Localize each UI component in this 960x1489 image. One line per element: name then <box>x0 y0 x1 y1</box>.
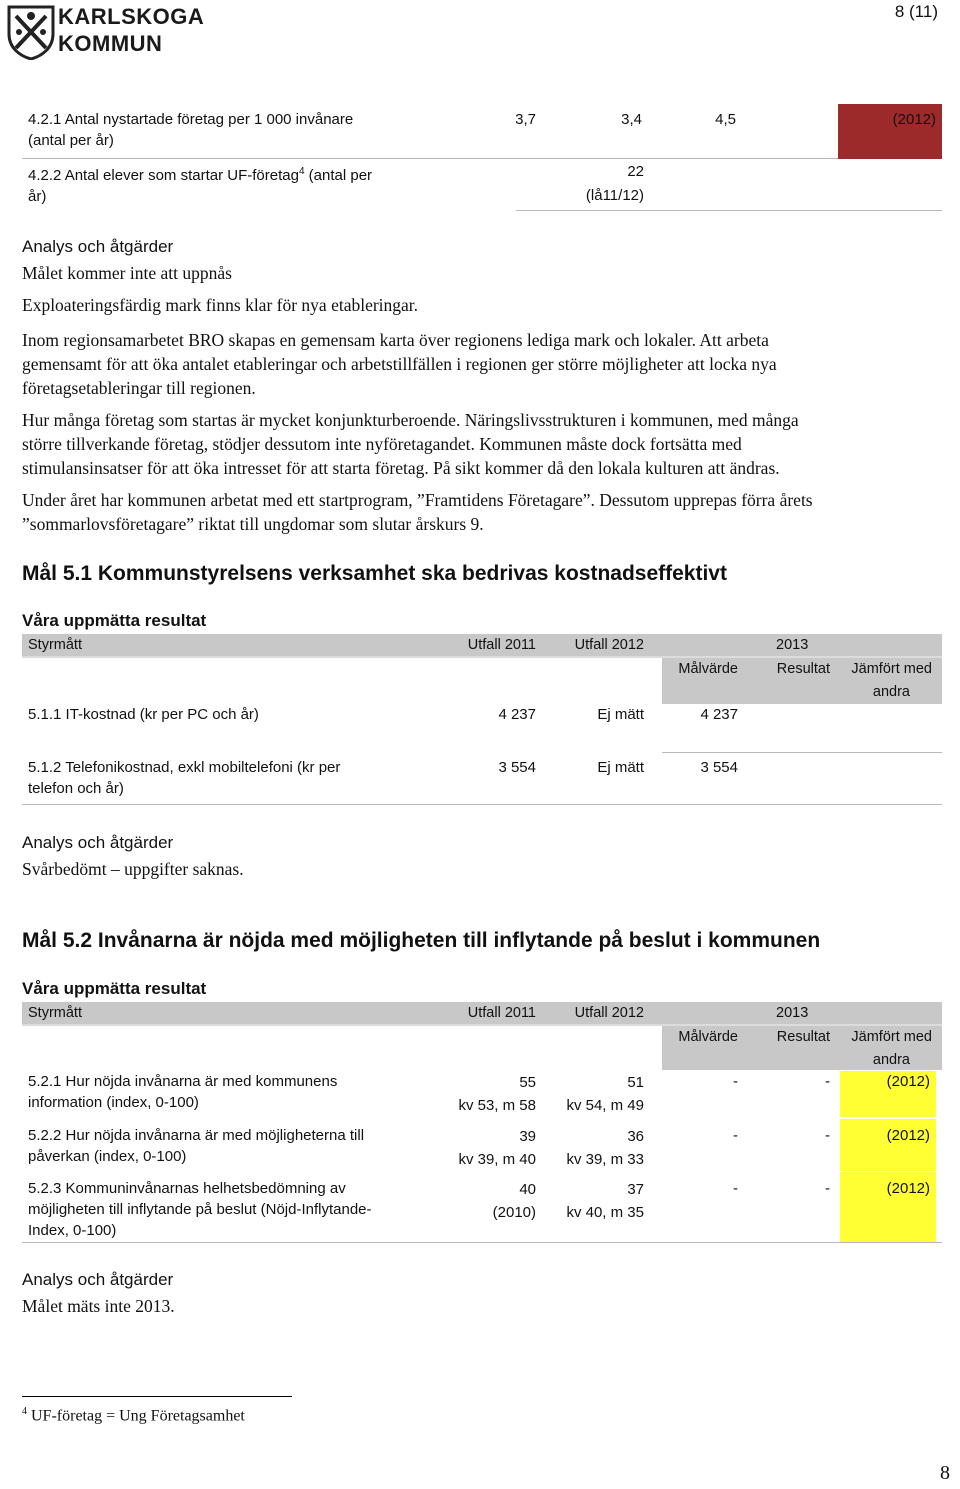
indicator-4-2-1-label <box>28 109 353 151</box>
col-jamfort: Jämfört med <box>851 1029 932 1045</box>
text-line: stimulansinsatser för att öka intresset för att starta företag. På sikt kommer då den lokala kulturen att ändras. <box>22 458 780 478</box>
paragraph <box>22 328 952 400</box>
label-line: 4.2.1 Antal nystartade företag per 1 000 invånare <box>28 111 354 128</box>
logo-line-1: KARLSKOGA <box>58 4 205 29</box>
value-cell: 3,7 <box>515 111 536 128</box>
cell-value: 40 <box>519 1181 536 1198</box>
cell-value: 37 <box>627 1181 644 1198</box>
results-heading: Våra uppmätta resultat <box>22 611 207 630</box>
row-divider <box>22 1242 942 1243</box>
cell-sub-value: kv 40, m 35 <box>566 1204 644 1221</box>
paragraph: Målet kommer inte att uppnås <box>22 263 232 283</box>
cell-jamfort-highlight: (2012) <box>840 1172 936 1242</box>
cell-sub-value: (2010) <box>492 1204 536 1221</box>
logo-line-2: KOMMUN <box>58 31 163 56</box>
label-line: 5.2.1 Hur nöjda invånarna är med kommunens <box>28 1073 338 1090</box>
label-text: (antal per <box>304 167 373 184</box>
cell-resultat: - <box>825 1180 830 1197</box>
cell-resultat: - <box>825 1073 830 1090</box>
text-line: gemensamt för att öka antalet etableringar och arbetstillfällen i regionen ger större möjligheter att locka nya <box>22 354 777 374</box>
label-line: Index, 0-100) <box>28 1222 117 1239</box>
cell-utfall-2011: 3 554 <box>498 759 536 776</box>
col-andra: andra <box>872 1052 910 1068</box>
cell-utfall-2012: Ej mätt <box>597 706 644 723</box>
results-heading: Våra uppmätta resultat <box>22 979 207 998</box>
page-number: 8 <box>940 1462 950 1484</box>
cell-value: 55 <box>519 1074 536 1091</box>
label-line: 5.1.2 Telefonikostnad, exkl mobiltelefoni (kr per <box>28 759 341 776</box>
row-divider <box>22 158 838 159</box>
text-line: Inom regionsamarbetet BRO skapas en gemensam karta över regionens lediga mark och lokaler. Att arbeta <box>22 330 769 350</box>
col-andra: andra <box>872 684 910 700</box>
paragraph <box>22 408 952 480</box>
label-line: telefon och år) <box>28 780 124 797</box>
footnote <box>22 1406 245 1425</box>
col-utfall-2012: Utfall 2012 <box>574 637 644 653</box>
footnote-separator <box>22 1396 292 1397</box>
label-text: 4.2.2 Antal elever som startar UF-företag <box>28 167 299 184</box>
cell-sub-value: kv 53, m 58 <box>458 1097 536 1114</box>
label-line: (antal per år) <box>28 132 114 149</box>
cell-utfall-2011 <box>440 1071 536 1117</box>
cell-utfall-2012: Ej mätt <box>597 759 644 776</box>
footnote-text: UF-företag = Ung Företagsamhet <box>27 1407 245 1425</box>
cell-malvarde: - <box>733 1073 738 1090</box>
cell-malvarde: - <box>733 1127 738 1144</box>
label-line: information (index, 0-100) <box>28 1094 199 1111</box>
row-divider <box>22 804 942 805</box>
label-line: påverkan (index, 0-100) <box>28 1148 187 1165</box>
cell-malvarde: 4 237 <box>700 706 738 723</box>
value-cell: 4,5 <box>715 111 736 128</box>
analysis-heading: Analys och åtgärder <box>22 1270 174 1289</box>
col-jamfort: Jämfört med <box>851 661 932 677</box>
col-malvarde: Målvärde <box>678 661 738 677</box>
analysis-heading: Analys och åtgärder <box>22 833 174 852</box>
row-divider <box>516 210 942 211</box>
cell-utfall-2011: 4 237 <box>498 706 536 723</box>
text-line: Under året har kommunen arbetat med ett startprogram, ”Framtidens Företagare”. Dessutom upprepas förra årets <box>22 490 813 510</box>
cell-value: 51 <box>627 1074 644 1091</box>
table-row-label <box>28 1071 337 1113</box>
text-line: företagsetableringar till regionen. <box>22 378 256 398</box>
cell-value: 36 <box>627 1128 644 1145</box>
col-styrmatt: Styrmått <box>28 637 82 653</box>
col-malvarde: Målvärde <box>678 1029 738 1045</box>
goal-title: Mål 5.1 Kommunstyrelsens verksamhet ska bedrivas kostnadseffektivt <box>22 562 727 585</box>
col-utfall-2011: Utfall 2011 <box>467 637 536 653</box>
cell-utfall-2012 <box>546 1178 644 1224</box>
goal-title: Mål 5.2 Invånarna är nöjda med möjligheten till inflytande på beslut i kommunen <box>22 929 821 952</box>
cell-sub-value: kv 39, m 33 <box>566 1151 644 1168</box>
label-line: år) <box>28 188 47 205</box>
col-2013: 2013 <box>776 1005 809 1021</box>
analysis-text: Svårbedömt – uppgifter saknas. <box>22 859 244 879</box>
coat-of-arms-icon <box>6 4 56 60</box>
cell-jamfort-highlight: (2012) <box>840 1071 936 1117</box>
col-utfall-2011: Utfall 2011 <box>467 1005 536 1021</box>
cell-value: 39 <box>519 1128 536 1145</box>
text-line: ”sommarlovsföretagare” riktat till ungdomar som slutar årskurs 9. <box>22 514 484 534</box>
cell-jamfort-highlight: (2012) <box>840 1119 936 1171</box>
cell-utfall-2012 <box>546 1071 644 1117</box>
cell-utfall-2012 <box>546 1125 644 1171</box>
col-2013: 2013 <box>776 637 809 653</box>
analysis-heading: Analys och åtgärder <box>22 237 174 256</box>
label-line: möjligheten till inflytande på beslut (Nöjd-Inflytande- <box>28 1201 372 1218</box>
label-line: 5.2.3 Kommuninvånarnas helhetsbedömning av <box>28 1180 346 1197</box>
paragraph <box>22 488 952 536</box>
text-line: större tillverkande företag, stödjer dessutom inte nyföretagandet. Kommunen måste dock fortsätta med <box>22 434 742 454</box>
table-row-label <box>28 1178 372 1241</box>
cell-utfall-2011 <box>440 1125 536 1171</box>
footnote-ref: 4 <box>298 166 305 177</box>
table-row-label: 5.1.1 IT-kostnad (kr per PC och år) <box>28 706 259 723</box>
col-styrmatt: Styrmått <box>28 1005 82 1021</box>
year-cell: (2012) <box>892 111 936 128</box>
table-row-label <box>28 757 340 799</box>
text-line: Hur många företag som startas är mycket konjunkturberoende. Näringslivsstrukturen i kommunen, med många <box>22 410 799 430</box>
cell-utfall-2011 <box>440 1178 536 1224</box>
cell-malvarde: - <box>733 1180 738 1197</box>
paragraph: Exploateringsfärdig mark finns klar för nya etableringar. <box>22 295 419 315</box>
table-row-label <box>28 1125 364 1167</box>
value-cell: 22 <box>627 163 644 180</box>
col-resultat: Resultat <box>776 1029 830 1045</box>
cell-sub-value: kv 54, m 49 <box>566 1097 644 1114</box>
page-indicator: 8 (11) <box>894 2 938 21</box>
footnote-marker: 4 <box>22 1406 27 1417</box>
value-subcell: (lå11/12) <box>585 187 644 204</box>
cell-malvarde: 3 554 <box>700 759 738 776</box>
cell-sub-value: kv 39, m 40 <box>458 1151 536 1168</box>
analysis-text: Målet mäts inte 2013. <box>22 1296 175 1316</box>
col-resultat: Resultat <box>776 661 830 677</box>
col-utfall-2012: Utfall 2012 <box>574 1005 644 1021</box>
logo-wordmark <box>58 6 204 55</box>
label-line: 5.2.2 Hur nöjda invånarna är med möjligheterna till <box>28 1127 365 1144</box>
cell-resultat: - <box>825 1127 830 1144</box>
indicator-4-2-2-label <box>28 161 372 207</box>
row-divider <box>662 752 942 753</box>
value-cell: 3,4 <box>621 111 642 128</box>
